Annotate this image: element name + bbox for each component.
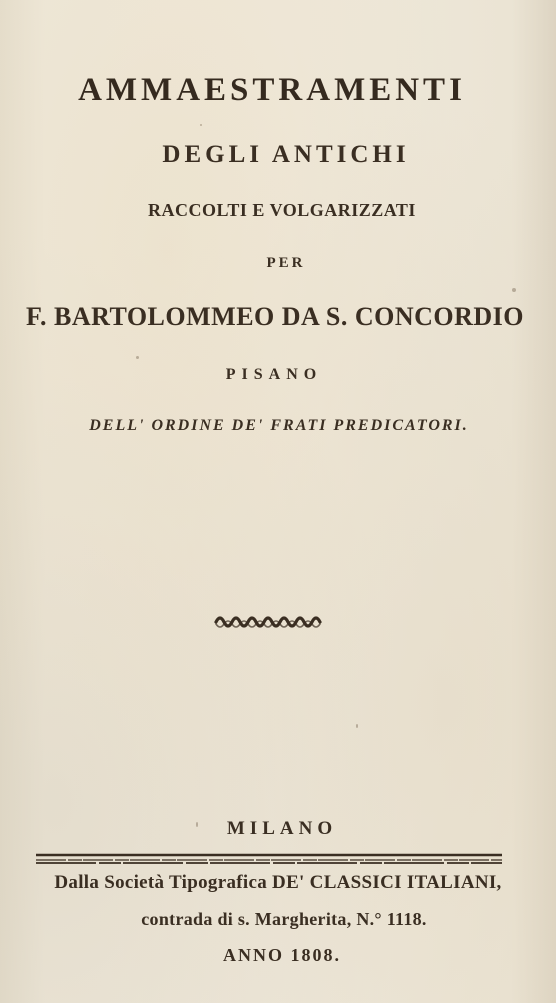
- author-name: F. BARTOLOMMEO DA S. CONCORDIO: [25, 302, 525, 331]
- paper-speck: [356, 724, 358, 728]
- publisher-address: contrada di s. Margherita, N.° 1118.: [141, 909, 427, 929]
- publisher-line: Dalla Società Tipografica DE' CLASSICI ITALIANI,: [54, 872, 502, 893]
- paper-speck: [512, 288, 516, 292]
- author-origin: PISANO: [225, 366, 323, 383]
- wave-ornament-icon: [214, 612, 326, 632]
- publication-city: MILANO: [226, 818, 338, 839]
- book-subtitle: DEGLI ANTICHI: [162, 141, 410, 168]
- author-preposition: PER: [266, 255, 306, 271]
- double-rule-divider: [36, 852, 502, 866]
- religious-order: DELL' ORDINE DE' FRATI PREDICATORI.: [89, 417, 469, 434]
- publication-year: ANNO 1808.: [223, 945, 341, 965]
- book-title: AMMAESTRAMENTI: [78, 72, 466, 108]
- book-descriptor: RACCOLTI E VOLGARIZZATI: [148, 200, 416, 220]
- paper-speck: [136, 356, 139, 359]
- paper-speck: [200, 124, 202, 126]
